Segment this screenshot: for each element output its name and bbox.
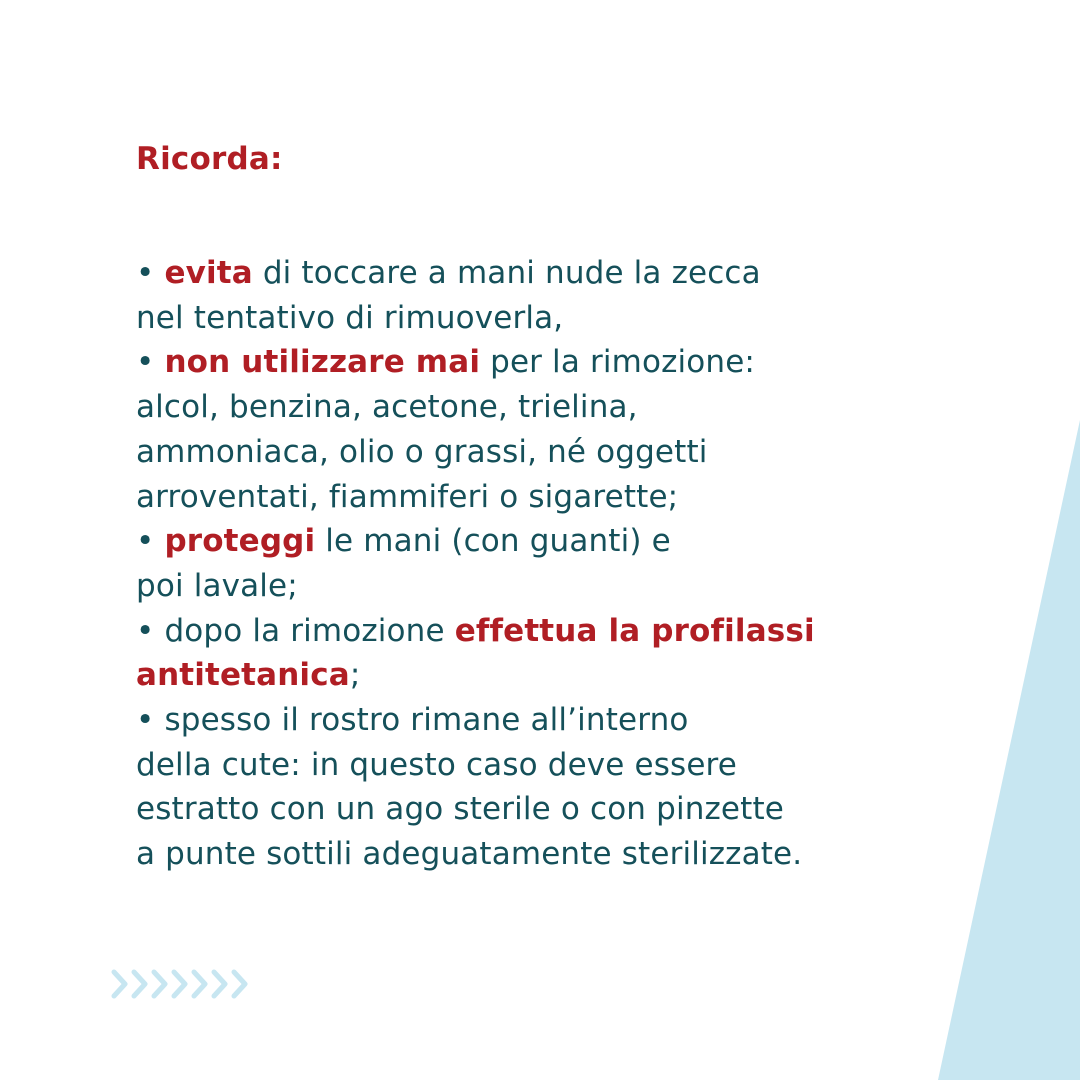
text-line-9: • dopo la rimozione effettua la profilassi [136, 612, 815, 649]
text-line-14: a punte sottili adeguatamente sterilizzate. [136, 836, 803, 873]
text-line-1: • evita di toccare a mani nude la zecca [136, 255, 761, 291]
page-title: Ricorda: [136, 141, 283, 177]
chevron-right-row-icon [110, 966, 260, 1002]
text-line-7: • proteggi le mani (con guanti) e [136, 523, 671, 560]
text-line-3: • non utilizzare mai per la rimozione: [136, 344, 756, 381]
text-line-12: della cute: in questo caso deve essere [136, 746, 737, 783]
text-line-13: estratto con un ago sterile o con pinzette [136, 791, 784, 828]
reminder-list [136, 251, 1036, 877]
text-line-6: arroventati, fiammiferi o sigarette; [136, 478, 679, 515]
text-line-11: • spesso il rostro rimane all’interno [136, 702, 689, 739]
text-line-2: nel tentativo di rimuoverla, [136, 299, 564, 336]
text-line-10: antitetanica; [136, 657, 361, 694]
text-line-8: poi lavale; [136, 567, 298, 604]
text-line-4: alcol, benzina, acetone, trielina, [136, 389, 638, 426]
reminder-content [136, 136, 1036, 877]
text-line-5: ammoniaca, olio o grassi, né oggetti [136, 433, 708, 470]
